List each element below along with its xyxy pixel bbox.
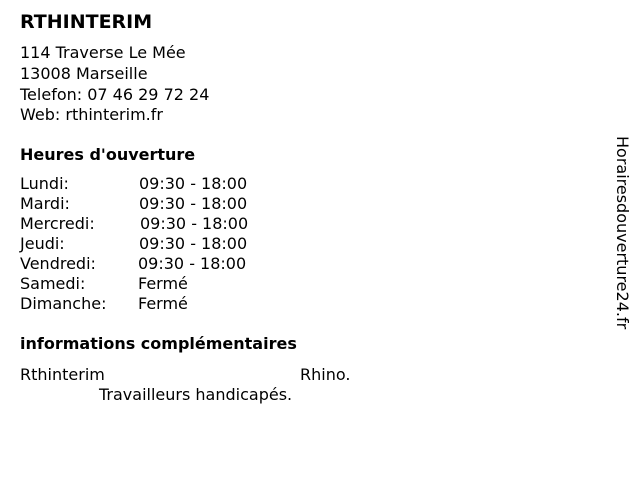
day-label: Jeudi: — [20, 234, 65, 253]
web-line: Web: rthinterim.fr — [20, 105, 163, 124]
time-value: 09:30 - 18:00 — [139, 174, 248, 193]
time-value: 09:30 - 18:00 — [140, 214, 249, 233]
address-line-2: 13008 Marseille — [20, 64, 148, 83]
day-label: Dimanche: — [20, 294, 107, 313]
time-value: Fermé — [138, 274, 188, 293]
time-value: 09:30 - 18:00 — [139, 234, 248, 253]
phone-line: Telefon: 07 46 29 72 24 — [20, 85, 210, 104]
hours-row-sunday — [20, 294, 320, 314]
hours-row-tuesday — [20, 194, 320, 214]
info-word-1: Rthinterim — [20, 365, 105, 384]
watermark-text: Horairesdouverture24.fr — [613, 136, 632, 330]
hours-row-thursday — [20, 234, 320, 254]
time-value: 09:30 - 18:00 — [138, 254, 247, 273]
day-label: Vendredi: — [20, 254, 96, 273]
hours-row-saturday — [20, 274, 320, 294]
time-value: 09:30 - 18:00 — [139, 194, 248, 213]
day-label: Samedi: — [20, 274, 86, 293]
business-name: RTHINTERIM — [20, 11, 153, 33]
day-label: Mercredi: — [20, 214, 95, 233]
info-line-2: Travailleurs handicapés. — [99, 385, 293, 404]
info-word-2: Rhino. — [300, 365, 351, 384]
address-line-1: 114 Traverse Le Mée — [20, 43, 186, 62]
hours-heading: Heures d'ouverture — [20, 145, 196, 164]
hours-row-friday — [20, 254, 320, 274]
hours-row-wednesday — [20, 214, 320, 234]
info-heading: informations complémentaires — [20, 334, 297, 353]
day-label: Mardi: — [20, 194, 70, 213]
time-value: Fermé — [138, 294, 188, 313]
day-label: Lundi: — [20, 174, 69, 193]
hours-row-monday — [20, 174, 320, 194]
